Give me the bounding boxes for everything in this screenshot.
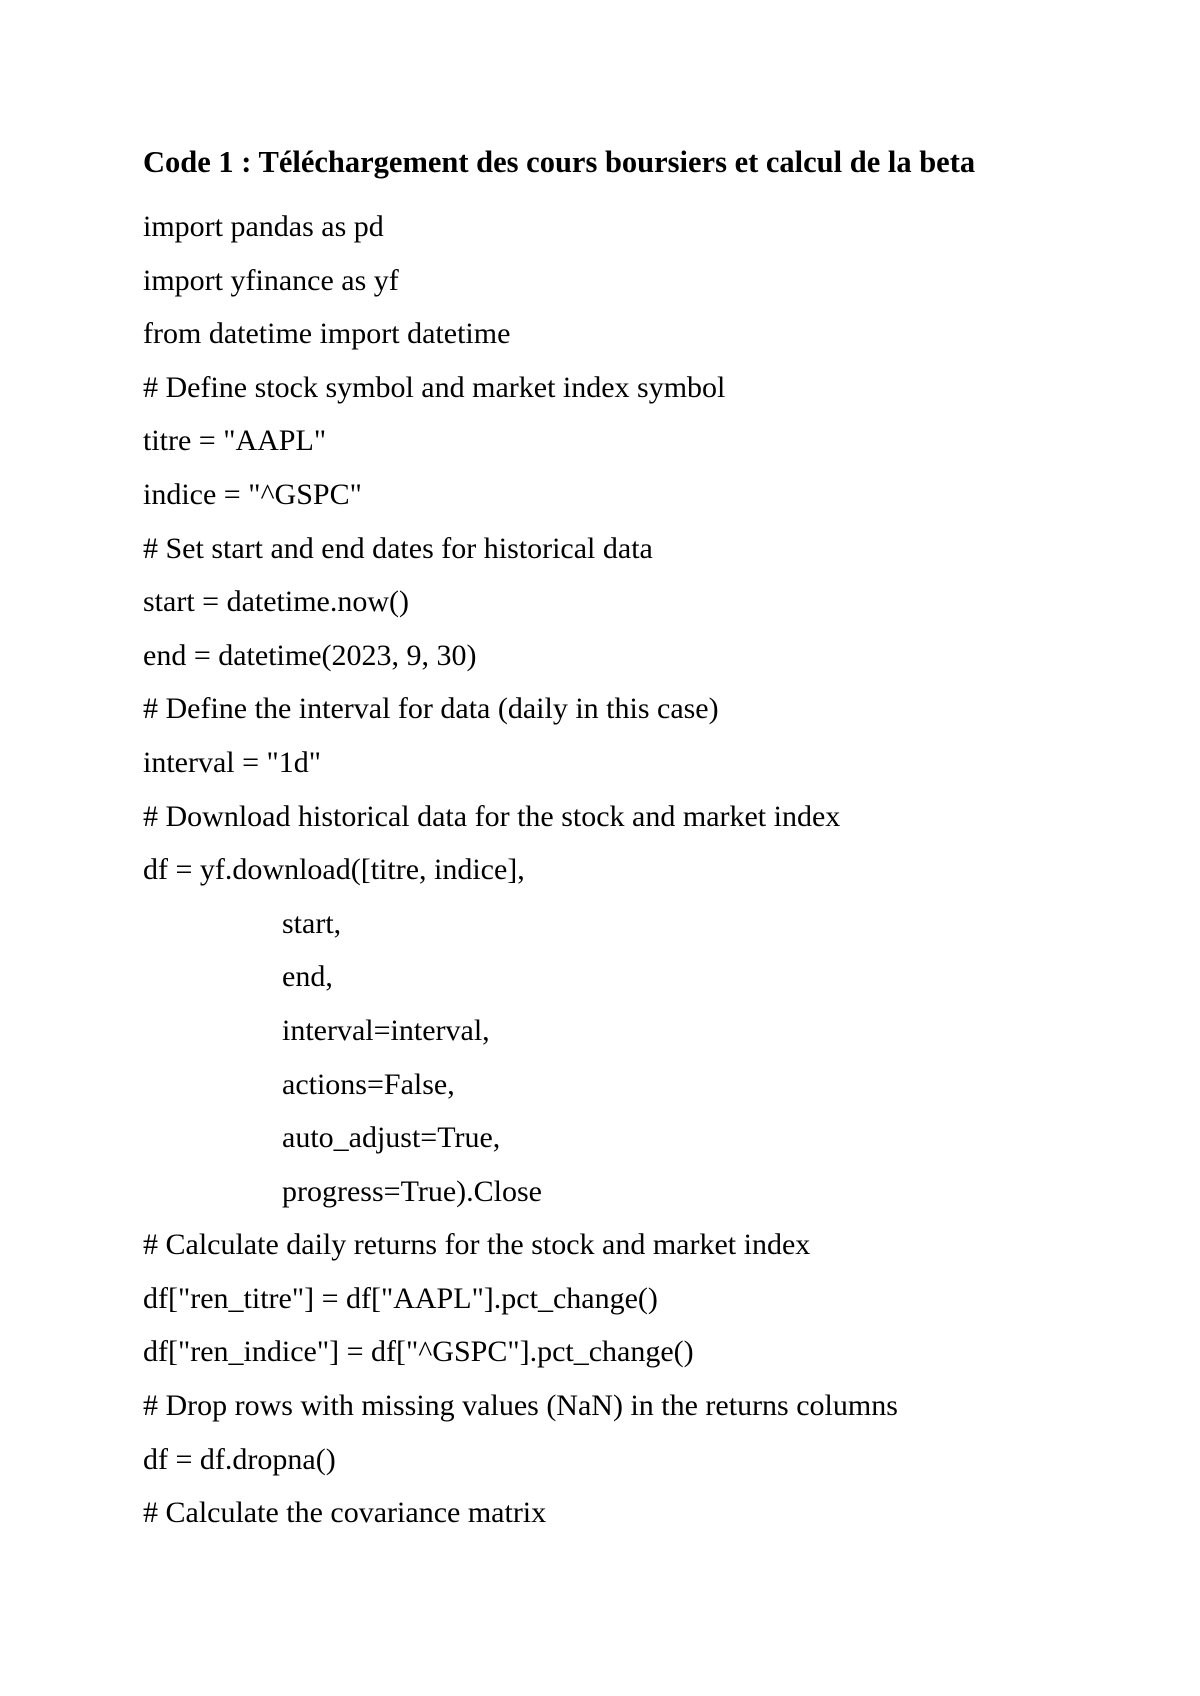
code-line: import yfinance as yf: [143, 263, 399, 297]
code-comment-line: # Drop rows with missing values (NaN) in the returns columns: [143, 1389, 898, 1423]
code-comment-line: # Define the interval for data (daily in this case): [143, 692, 719, 726]
code-comment-line: # Define stock symbol and market index symbol: [143, 370, 726, 404]
code-line: df["ren_titre"] = df["AAPL"].pct_change(): [143, 1281, 658, 1315]
code-line: from datetime import datetime: [143, 317, 511, 351]
code-line: progress=True).Close: [282, 1174, 542, 1208]
code-block: [0, 200, 1200, 1540]
code-line: indice = "^GSPC": [143, 477, 362, 511]
code-line: end = datetime(2023, 9, 30): [143, 638, 477, 672]
code-comment-line: # Set start and end dates for historical data: [143, 531, 653, 565]
code-line: titre = "AAPL": [143, 424, 327, 458]
code-line: end,: [282, 960, 333, 994]
code-line: df = yf.download([titre, indice],: [143, 853, 525, 887]
code-comment-line: # Calculate the covariance matrix: [143, 1496, 547, 1530]
code-line: actions=False,: [282, 1067, 455, 1101]
code-line: start,: [282, 906, 342, 940]
code-line: interval = "1d": [143, 745, 322, 779]
code-line: import pandas as pd: [143, 210, 384, 243]
code-comment-line: # Download historical data for the stock and market index: [143, 799, 841, 833]
code-line: auto_adjust=True,: [282, 1121, 501, 1155]
code-line: start = datetime.now(): [143, 585, 410, 619]
code-line: df = df.dropna(): [143, 1442, 336, 1476]
document-title: Code 1 : Téléchargement des cours boursiers et calcul de la beta: [143, 145, 976, 179]
code-line: df["ren_indice"] = df["^GSPC"].pct_change(): [143, 1335, 694, 1369]
code-line: interval=interval,: [282, 1013, 490, 1047]
code-comment-line: # Calculate daily returns for the stock and market index: [143, 1228, 811, 1262]
